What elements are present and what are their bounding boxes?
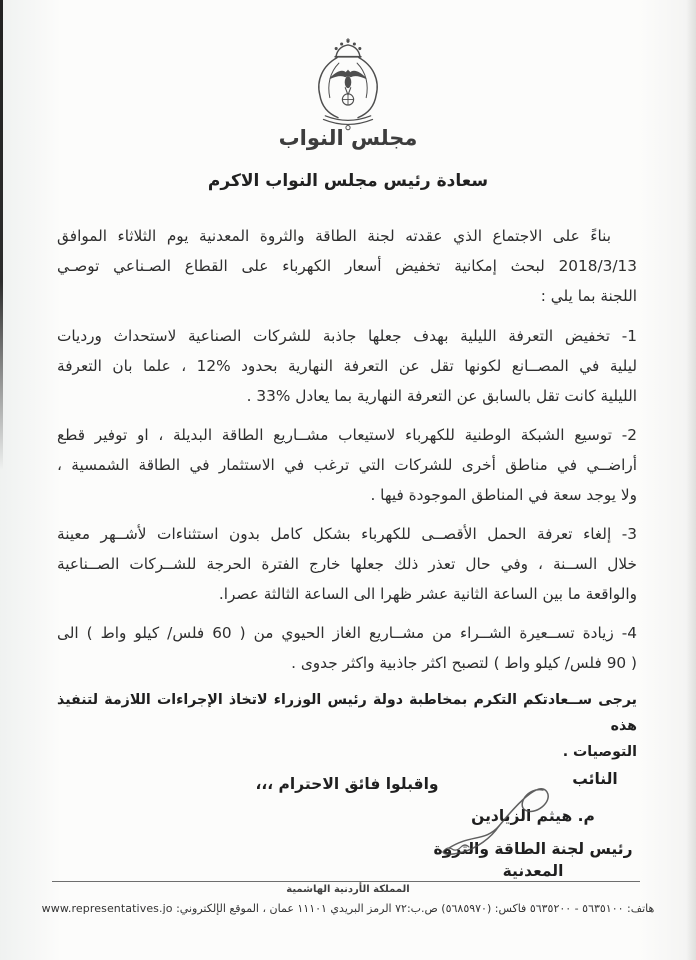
- signatory-role: النائب: [572, 770, 618, 788]
- text-line: والواقعة ما بين الساعة الثانية عشر ظهرا الى الساعة الثالثة عصرا.: [218, 585, 637, 603]
- text-line: يرجى ســعادتكم التكرم بمخاطبة دولة رئيس الوزراء لاتخاذ الإجراءات اللازمة لتنفيذ هذه: [57, 692, 637, 734]
- kingdom-script-title: المملكة الأردنية الهاشمية: [286, 884, 410, 895]
- text-line: خلال الســنة ، وفي حال تعذر ذلك جعلها خارج الفترة الحرجة للشــركات الصــناعية: [57, 555, 637, 573]
- scan-edge-artifact: [0, 0, 3, 470]
- text-line: اللجنة بما يلي :: [540, 287, 637, 305]
- signatory-title: رئيس لجنة الطاقة والثروة المعدنية: [433, 840, 633, 880]
- parliament-script-logo: مجلس النواب: [278, 126, 418, 150]
- text-line: ليلية في المصــانع لكونها تقل عن التعرفة النهارية بحدود %12 ، علما بان التعرفة: [57, 357, 637, 375]
- intro-paragraph: [57, 221, 637, 311]
- recommendation-4: [57, 618, 637, 678]
- text-line: التوصيات .: [562, 744, 637, 760]
- text-line: 3- إلغاء تعرفة الحمل الأقصــى للكهرباء بشكل كامل بدون استثناءات لأشــهر معينة: [57, 525, 637, 543]
- text-line: 2- توسيع الشبكة الوطنية للكهرباء لاستيعاب مشــاريع الطاقة البديلة ، او توفير قطع: [57, 426, 637, 444]
- footer-contact-line: هاتف: ٥٦٣٥١٠٠ - ٥٦٣٥٢٠٠ فاكس: (٥٦٨٥٩٧٠) ص.ب:٧٢ الرمز البريدي ١١١٠١ عمان ، الموقع الإلكتروني: www.representatives.jo: [41, 902, 655, 915]
- closing-request-paragraph: [57, 687, 637, 765]
- text-line: بناءً على الاجتماع الذي عقدته لجنة الطاقة والثروة المعدنية يوم الثلاثاء الموافق: [57, 227, 611, 245]
- letter-body: [57, 221, 637, 793]
- text-line: 4- زيادة تســعيرة الشــراء من مشــاريع الغاز الحيوي من ( 60 فلس/ كيلو واط ) الى: [57, 624, 637, 642]
- recommendation-3: [57, 519, 637, 609]
- respect-salutation: واقبلوا فائق الاحترام ،،،: [255, 775, 439, 793]
- royal-coat-of-arms-icon: [298, 36, 398, 132]
- signature-block: [423, 768, 643, 882]
- signatory-name: م. هيثم الزيادين: [471, 807, 595, 825]
- text-line: ولا يوجد سعة في المناطق الموجودة فيها .: [370, 486, 637, 504]
- footer-divider: [52, 881, 640, 882]
- text-line: الليلية كانت تقل بالسابق عن التعرفة النهارية بما يعادل %33 .: [246, 387, 637, 405]
- letter-heading: سعادة رئيس مجلس النواب الاكرم: [207, 171, 489, 191]
- recommendation-1: [57, 321, 637, 411]
- text-line: 1- تخفيض التعرفة الليلية بهدف جعلها جاذبة للشركات الصناعية لاستحداث ورديات: [57, 327, 637, 345]
- text-line: 2018/3/13 لبحث إمكانية تخفيض أسعار الكهرباء على القطاع الصـناعي توصـي: [57, 257, 637, 275]
- text-line: ( 90 فلس/ كيلو واط ) لتصبح اكثر جاذبية واكثر جدوى .: [291, 654, 637, 672]
- handwritten-signature-icon: [437, 772, 587, 864]
- text-line: أراضــي في مناطق أخرى للشركات التي ترغب في الاستثمار في الطاقة الشمسية ،: [57, 456, 637, 474]
- recommendation-2: [57, 420, 637, 510]
- royal-crest: [298, 36, 398, 132]
